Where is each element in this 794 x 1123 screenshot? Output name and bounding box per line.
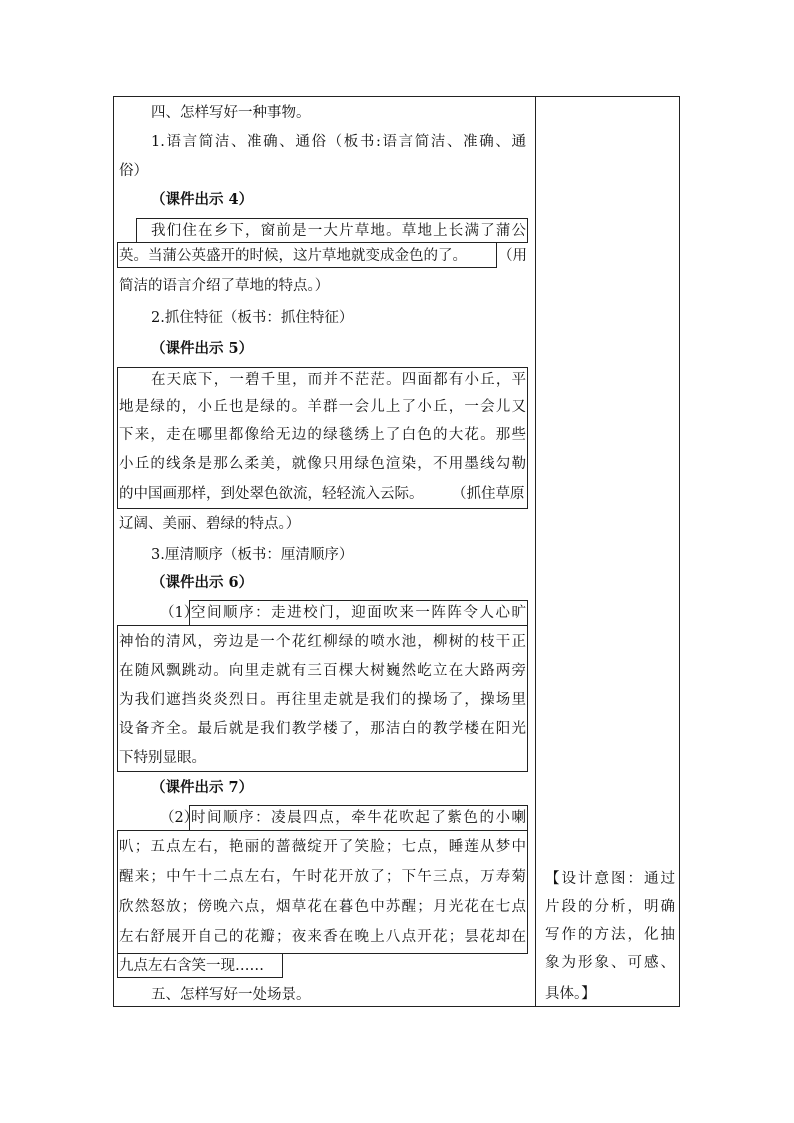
example-6-line2: 神怡的清风，旁边是一个花红柳绿的喷水池，柳树的枝干正: [119, 634, 526, 650]
design-intent-line4: 象为形象、可感、: [545, 955, 675, 971]
point-1-line1: 1.语言简洁、准确、通俗（板书:语言简洁、准确、通: [151, 134, 526, 150]
design-intent-line5: 具体。】: [545, 986, 596, 1002]
example-4-note-end: 简洁的语言介绍了草地的特点。）: [119, 278, 330, 294]
example-7-line2: 叭；五点左右，艳丽的蔷薇绽开了笑脸；七点，睡莲从梦中: [119, 839, 526, 855]
design-intent-line2: 片段的分析，明确: [545, 899, 675, 915]
example-5-line4: 小丘的线条是那么柔美，就像只用绿色渲染，不用墨线勾勒: [119, 456, 526, 472]
example-7-line1: 时间顺序：凌晨四点，牵牛花吹起了紫色的小喇: [191, 810, 526, 826]
point-2-text: 2.抓住特征（板书：抓住特征）: [151, 310, 354, 326]
example-7-line3: 醒来；中午十二点左右，午时花开放了；下午三点，万寿菊: [119, 869, 526, 885]
example-6-line1: 空间顺序：走进校门，迎面吹来一阵阵令人心旷: [191, 605, 526, 621]
example-5-line1: 在天底下，一碧千里，而并不茫茫。四面都有小丘，平: [151, 372, 526, 388]
example-7-number: （2）: [160, 810, 199, 826]
example-4-note-start: （用: [498, 248, 527, 264]
point-3-text: 3.厘清顺序（板书：厘清顺序）: [151, 547, 354, 563]
example-5-line3: 下来，走在哪里都像给无边的绿毯绣上了白色的大花。那些: [119, 427, 526, 443]
example-5-line5: 的中国画那样，到处翠色欲流，轻轻流入云际。: [119, 486, 424, 502]
slide-4-label: （课件出示 4）: [151, 191, 254, 208]
example-5-note-end: 辽阔、美丽、碧绿的特点。）: [119, 516, 301, 532]
example-7-line4: 欣然怒放；傍晚六点，烟草花在暮色中苏醒；月光花在七点: [119, 899, 526, 915]
slide-5-label: （课件出示 5）: [151, 340, 254, 357]
example-6-line4: 为我们遮挡炎炎烈日。再往里走就是我们的操场了，操场里: [119, 692, 526, 708]
example-6-line5: 设备齐全。最后就是我们教学楼了，那洁白的教学楼在阳光: [119, 721, 526, 737]
example-4-line1: 我们住在乡下，窗前是一大片草地。草地上长满了蒲公: [151, 223, 526, 239]
design-intent-line3: 写作的方法，化抽: [545, 927, 675, 943]
section-four-heading: 四、怎样写好一种事物。: [151, 105, 311, 121]
example-5-note-start: （抓住草原: [452, 486, 525, 502]
example-7-line6: 九点左右含笑一现……: [119, 958, 264, 974]
example-5-line2: 地是绿的，小丘也是绿的。羊群一会儿上了小丘，一会儿又: [119, 399, 526, 415]
example-7-line5: 左右舒展开自己的花瓣；夜来香在晚上八点开花；昙花却在: [119, 929, 526, 945]
example-4-line2: 英。当蒲公英盛开的时候，这片草地就变成金色的了。: [119, 248, 467, 264]
column-divider: [535, 96, 536, 1007]
example-6-line6: 下特别显眼。: [119, 750, 206, 766]
slide-6-label: （课件出示 6）: [151, 574, 254, 591]
section-five-heading: 五、怎样写好一处场景。: [151, 987, 311, 1003]
slide-7-label: （课件出示 7）: [151, 779, 254, 796]
point-1-line2: 俗）: [119, 163, 148, 179]
example-6-number: （1）: [160, 605, 199, 621]
design-intent-line1: 【设计意图：通过: [545, 871, 675, 887]
example-6-line3: 在随风飘跳动。向里走就有三百棵大树巍然屹立在大路两旁: [119, 663, 526, 679]
